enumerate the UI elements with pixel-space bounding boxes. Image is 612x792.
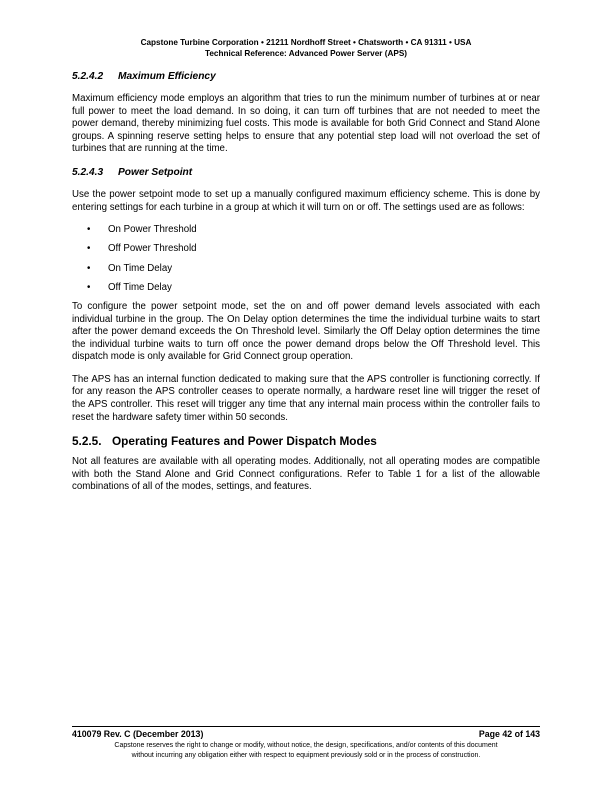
disclaimer-line: without incurring any obligation either with respect to equipment previously sold or in the process of construction.	[131, 751, 481, 759]
list-item-label: Off Power Threshold	[108, 243, 197, 255]
list-item-label: Off Time Delay	[108, 281, 172, 293]
list-item	[72, 263, 540, 276]
max-efficiency-paragraph: Maximum efficiency mode employs an algorithm that tries to run the minimum number of turbines at or near full power to meet the load demand. In so doing, it can turn off turbines that are not needed to meet the power demand, thereby minimizing fuel costs. This mode is available for both Grid Connect and Stand Alone groups. A spinning reserve setting helps to ensure that any potential step load will not overload the set of turbines that are running at the time.	[72, 93, 540, 155]
list-item	[72, 243, 540, 256]
section-title: Operating Features and Power Dispatch Modes	[112, 434, 377, 449]
list-item	[72, 224, 540, 237]
operating-features-paragraph: Not all features are available with all operating modes. Additionally, not all operating modes are compatible with both the Stand Alone and Grid Connect configurations. Refer to Table 1 for a list of the allowable combinations of all of the modes, settings, and features.	[72, 456, 540, 493]
page-header	[0, 37, 612, 59]
footer-disclaimer	[72, 741, 540, 760]
aps-watchdog-paragraph: The APS has an internal function dedicated to making sure that the APS controller is functioning correctly. If for any reason the APS controller ceases to operate normally, a hardware reset line will trigger the reset of the APS controller. This reset will trigger any time that any internal main process within the controller fails to reset the hardware safety timer within 50 seconds.	[72, 373, 540, 423]
document-id: 410079 Rev. C (December 2013)	[72, 729, 204, 739]
list-item-label: On Power Threshold	[108, 224, 197, 236]
power-setpoint-intro: Use the power setpoint mode to set up a manually configured maximum efficiency scheme. This is done by entering settings for each turbine in a group at which it will turn on or off. The settings used are as follows:	[72, 188, 540, 213]
section-heading-power-setpoint	[72, 166, 540, 179]
section-number: 5.2.5.	[72, 434, 102, 449]
section-number: 5.2.4.3	[72, 166, 104, 178]
bullet-icon: •	[87, 281, 91, 293]
bullet-icon: •	[87, 224, 91, 236]
list-item-label: On Time Delay	[108, 262, 173, 274]
header-doc-title: Technical Reference: Advanced Power Server (APS)	[204, 49, 408, 58]
footer-divider	[72, 726, 540, 727]
bullet-icon: •	[87, 262, 91, 274]
section-title: Maximum Efficiency	[118, 71, 216, 82]
section-number: 5.2.4.2	[72, 71, 104, 82]
section-heading-operating-features	[72, 434, 540, 448]
power-setpoint-configure-paragraph: To configure the power setpoint mode, set the on and off power demand levels associated with each individual turbine in the group. The On Delay option determines the time the individual turbine waits to start after the power demand exceeds the On Threshold level. Similarly the Off Delay option determines the time the individual turbine waits to turn off once the power demand drops below the Off Threshold level. This dispatch mode is only available for Grid Connect group operation.	[72, 300, 540, 363]
section-title: Power Setpoint	[118, 166, 193, 178]
disclaimer-line: Capstone reserves the right to change or modify, without notice, the design, specifications, and/or contents of this document	[114, 742, 498, 749]
section-heading-max-efficiency	[72, 70, 540, 83]
bullet-icon: •	[87, 243, 91, 255]
document-body	[72, 70, 540, 504]
settings-list	[72, 224, 540, 294]
list-item	[72, 282, 540, 295]
header-company-line: Capstone Turbine Corporation • 21211 Nordhoff Street • Chatsworth • CA 91311 • USA	[140, 38, 472, 47]
page-number: Page 42 of 143	[478, 729, 540, 739]
